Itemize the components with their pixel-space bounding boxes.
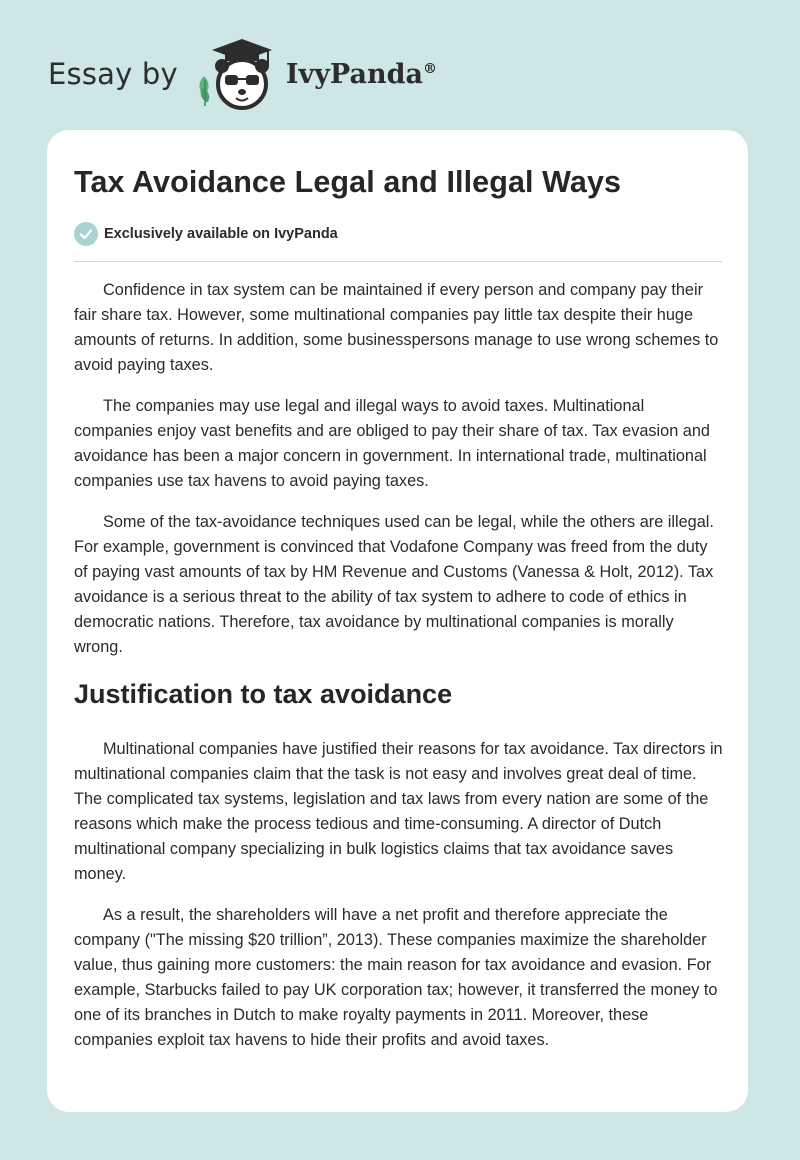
brand-name[interactable]: IvyPanda® [285, 58, 437, 90]
registered-mark: ® [422, 60, 437, 77]
essay-by-label: Essay by [48, 57, 178, 91]
panda-logo-icon[interactable] [192, 36, 282, 112]
section-heading: Justification to tax avoidance [74, 679, 453, 709]
paragraph: The companies may use legal and illegal ways to avoid taxes. Multinational companies enjoy vast benefits and are obliged to pay their share of tax. Tax evasion and avoidance has been a major concern in government. In international trade, multinational companies use tax havens to avoid paying taxes. [74, 397, 710, 490]
exclusive-badge-label: Exclusively available on IvyPanda [104, 226, 338, 242]
exclusive-badge [74, 222, 338, 246]
paragraph: Multinational companies have justified their reasons for tax avoidance. Tax directors in multinational companies claim that the task is not easy and involves great deal of time. The complicated tax systems, legislation and tax laws from every nation are some of the reasons which make the process tedious and time-consuming. A director of Dutch multinational company specializing in bulk logistics claims that tax avoidance saves money. [74, 740, 723, 883]
paragraph: Confidence in tax system can be maintained if every person and company pay their fair share tax. However, some multinational companies pay little tax despite their huge amounts of returns. In addition, some businesspersons manage to use wrong schemes to avoid paying taxes. [74, 281, 719, 374]
paragraph: As a result, the shareholders will have a net profit and therefore appreciate the company ("The missing $20 trillion”, 2013). These companies maximize the shareholder value, thus gaining more customers: the main reason for tax avoidance and evasion. For example, Starbucks failed to pay UK corporation tax; however, it transferred the money to one of its branches in Dutch to make royalty payments in 2011. Moreover, these companies exploit tax havens to hide their profits and avoid taxes. [74, 906, 718, 1049]
page-title: Tax Avoidance Legal and Illegal Ways [74, 165, 622, 199]
paragraph: Some of the tax-avoidance techniques used can be legal, while the others are illegal. For example, government is convinced that Vodafone Company was freed from the duty of paying vast amounts of tax by HM Revenue and Customs (Vanessa & Holt, 2012). Tax avoidance is a serious threat to the ability of tax system to adhere to code of ethics in democratic nations. Therefore, tax avoidance by multinational companies is morally wrong. [74, 513, 714, 656]
divider [74, 261, 722, 262]
site-header [48, 36, 437, 112]
essay-card [47, 130, 748, 1112]
check-icon [74, 222, 98, 246]
